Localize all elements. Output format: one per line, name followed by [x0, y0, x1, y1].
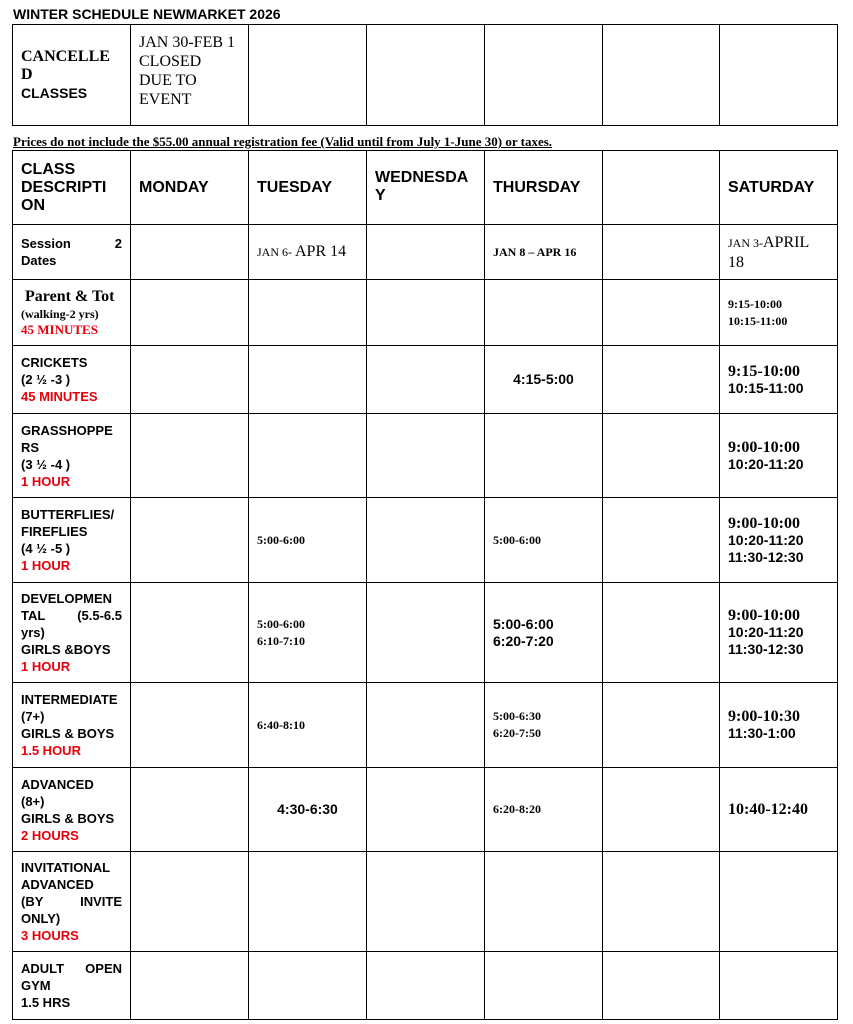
session-label-word: Session — [21, 236, 71, 251]
class-name: FIREFLIES — [21, 524, 88, 539]
empty-cell — [131, 414, 249, 498]
tuesday-times: 5:00-6:00 — [249, 498, 367, 583]
cancelled-dates-cell — [131, 25, 249, 126]
empty-cell — [603, 852, 720, 952]
tuesday-times: 4:30-6:30 — [249, 768, 367, 852]
cancelled-line: EVENT — [139, 91, 192, 108]
time-slot: 5:00-6:00 — [493, 615, 554, 632]
class-age: (4 ½ -5 ) — [21, 541, 71, 556]
cancelled-label-line: CANCELLE — [21, 48, 110, 65]
saturday-times: 10:40-12:40 — [720, 768, 838, 852]
class-name: TAL — [21, 608, 46, 623]
header-wednesday — [367, 151, 485, 225]
time-slot: 9:00-10:30 — [728, 708, 800, 725]
header-line: Y — [375, 187, 386, 204]
class-age: (5.5-6.5 — [77, 608, 122, 623]
saturday-times — [720, 583, 838, 683]
class-description — [13, 683, 131, 768]
header-line: WEDNESDA — [375, 169, 469, 186]
empty-cell — [367, 280, 485, 346]
empty-cell — [131, 583, 249, 683]
time-slot: 6:20-7:20 — [493, 632, 554, 649]
empty-cell — [131, 683, 249, 768]
class-row-developmental — [13, 583, 838, 683]
tuesday-times: 6:40-8:10 — [249, 683, 367, 768]
empty-cell — [367, 768, 485, 852]
class-name: ADULT — [21, 961, 65, 976]
class-name: Parent & Tot — [25, 288, 115, 305]
empty-cell — [367, 583, 485, 683]
cancelled-line: DUE TO — [139, 72, 197, 89]
saturday-times — [720, 414, 838, 498]
class-row-butterflies — [13, 498, 838, 583]
empty-cell — [603, 583, 720, 683]
header-friday — [603, 151, 720, 225]
header-saturday: SATURDAY — [720, 151, 838, 225]
class-description — [13, 498, 131, 583]
saturday-times — [720, 346, 838, 414]
empty-cell — [131, 952, 249, 1020]
empty-cell — [131, 225, 249, 280]
header-monday: MONDAY — [131, 151, 249, 225]
class-note: (BY — [21, 894, 44, 909]
class-duration: 1 HOUR — [21, 473, 71, 489]
time-slot: 5:00-6:30 — [493, 709, 541, 723]
cancelled-label-line: D — [21, 66, 33, 83]
session-saturday — [720, 225, 838, 280]
class-name: ADVANCED — [21, 877, 94, 892]
class-name: INVITATIONAL — [21, 860, 111, 875]
empty-cell — [603, 952, 720, 1020]
cancelled-label-line: CLASSES — [21, 85, 88, 101]
cancelled-classes-table — [12, 24, 838, 126]
time-slot: 9:00-10:00 — [728, 607, 800, 624]
header-class-description — [13, 151, 131, 225]
class-age: (3 ½ -4 ) — [21, 456, 71, 472]
empty-cell — [367, 414, 485, 498]
thursday-times — [485, 583, 603, 683]
class-age: (7+) — [21, 709, 45, 724]
empty-cell — [485, 952, 603, 1020]
header-thursday: THURSDAY — [485, 151, 603, 225]
empty-cell — [131, 346, 249, 414]
class-name: DEVELOPMEN — [21, 591, 113, 606]
empty-cell — [131, 498, 249, 583]
empty-cell — [603, 25, 720, 126]
class-description — [13, 346, 131, 414]
session-tuesday-end: APR 14 — [295, 243, 347, 260]
empty-cell — [603, 768, 720, 852]
saturday-times — [720, 683, 838, 768]
class-name: ADVANCED — [21, 776, 94, 792]
cancelled-line: JAN 30-FEB 1 — [139, 34, 236, 51]
class-gender: GIRLS & BOYS — [21, 810, 115, 826]
class-row-advanced — [13, 768, 838, 852]
session-label — [13, 225, 131, 280]
time-slot: 11:30-12:30 — [728, 548, 804, 565]
class-name: RS — [21, 439, 40, 455]
class-name: CRICKETS — [21, 355, 88, 370]
thursday-times: 6:20-8:20 — [485, 768, 603, 852]
class-age: yrs) — [21, 625, 45, 640]
class-gender: GIRLS & BOYS — [21, 726, 115, 741]
empty-cell — [367, 498, 485, 583]
class-duration: 45 MINUTES — [21, 322, 98, 337]
time-slot: 10:20-11:20 — [728, 455, 804, 472]
class-duration: 1.5 HOUR — [21, 743, 81, 758]
time-slot: 10:20-11:20 — [728, 624, 804, 640]
session-label-dates: Dates — [21, 253, 57, 268]
session-tuesday-start: JAN 6- — [257, 245, 295, 259]
class-name: INTERMEDIATE — [21, 692, 118, 707]
class-name: OPEN — [85, 961, 122, 976]
header-tuesday: TUESDAY — [249, 151, 367, 225]
class-name: GRASSHOPPE — [21, 422, 113, 438]
session-number: 2 — [114, 236, 122, 251]
class-description — [13, 414, 131, 498]
session-row — [13, 225, 838, 280]
class-duration: 1 HOUR — [21, 558, 71, 573]
header-row — [13, 151, 838, 225]
empty-cell — [603, 225, 720, 280]
class-age: (walking-2 yrs) — [21, 307, 99, 321]
session-saturday-start: JAN 3- — [728, 235, 763, 250]
empty-cell — [367, 683, 485, 768]
empty-cell — [249, 25, 367, 126]
cancelled-label-cell — [13, 25, 131, 126]
session-tuesday — [249, 225, 367, 280]
class-name: GYM — [21, 978, 51, 993]
time-slot: 11:30-12:30 — [728, 641, 804, 657]
empty-cell — [485, 414, 603, 498]
class-duration: 45 MINUTES — [21, 389, 98, 404]
empty-cell — [249, 952, 367, 1020]
empty-cell — [603, 498, 720, 583]
session-saturday-end: APRIL — [763, 233, 810, 251]
class-row-crickets — [13, 346, 838, 414]
empty-cell — [720, 25, 838, 126]
time-slot: 10:15-11:00 — [728, 379, 804, 396]
class-description — [13, 952, 131, 1020]
class-gender: GIRLS &BOYS — [21, 642, 111, 657]
time-slot: 9:00-10:00 — [728, 514, 800, 532]
empty-cell — [131, 768, 249, 852]
page-title: WINTER SCHEDULE NEWMARKET 2026 — [13, 6, 281, 22]
empty-cell — [720, 952, 838, 1020]
empty-cell — [249, 852, 367, 952]
empty-cell — [367, 346, 485, 414]
time-slot: 9:15-10:00 — [728, 362, 800, 380]
empty-cell — [249, 280, 367, 346]
class-description — [13, 768, 131, 852]
empty-cell — [367, 25, 485, 126]
class-note: INVITE — [80, 894, 122, 909]
schedule-table — [12, 150, 838, 1020]
thursday-times — [485, 683, 603, 768]
time-slot: 6:10-7:10 — [257, 633, 305, 648]
empty-cell — [603, 414, 720, 498]
class-duration: 2 HOURS — [21, 827, 79, 843]
header-line: CLASS — [21, 160, 76, 178]
thursday-times: 5:00-6:00 — [485, 498, 603, 583]
empty-cell — [367, 225, 485, 280]
empty-cell — [720, 852, 838, 952]
cancelled-line: CLOSED — [139, 53, 202, 70]
class-row-parent-tot — [13, 280, 838, 346]
class-row-invitational — [13, 852, 838, 952]
empty-cell — [249, 346, 367, 414]
class-note: ONLY) — [21, 911, 61, 926]
class-name: BUTTERFLIES/ — [21, 507, 115, 522]
class-description — [13, 583, 131, 683]
class-duration: 1.5 HRS — [21, 995, 71, 1010]
time-slot: 10:15-11:00 — [728, 313, 788, 328]
saturday-times — [720, 280, 838, 346]
class-description — [13, 280, 131, 346]
time-slot: 9:15-10:00 — [728, 296, 782, 311]
session-saturday-end-day: 18 — [728, 253, 744, 271]
thursday-times: 4:15-5:00 — [485, 346, 603, 414]
class-row-adult-open-gym — [13, 952, 838, 1020]
saturday-times — [720, 498, 838, 583]
session-thursday: JAN 8 – APR 16 — [485, 225, 603, 280]
time-slot: 9:00-10:00 — [728, 438, 800, 456]
tuesday-times — [249, 583, 367, 683]
class-row-grasshoppers — [13, 414, 838, 498]
class-row-intermediate — [13, 683, 838, 768]
time-slot: 6:20-7:50 — [493, 726, 541, 740]
empty-cell — [249, 414, 367, 498]
header-line: DESCRIPTI — [21, 178, 107, 196]
empty-cell — [603, 683, 720, 768]
header-line: ON — [21, 196, 45, 214]
class-duration: 3 HOURS — [21, 928, 79, 943]
class-duration: 1 HOUR — [21, 659, 71, 674]
empty-cell — [131, 280, 249, 346]
time-slot: 5:00-6:00 — [257, 616, 305, 631]
price-note: Prices do not include the $55.00 annual registration fee (Valid until from July 1-June 30) or taxes. — [13, 134, 553, 149]
empty-cell — [603, 346, 720, 414]
class-description — [13, 852, 131, 952]
empty-cell — [603, 280, 720, 346]
empty-cell — [131, 852, 249, 952]
empty-cell — [367, 852, 485, 952]
empty-cell — [485, 852, 603, 952]
time-slot: 10:20-11:20 — [728, 531, 804, 548]
class-age: (8+) — [21, 793, 45, 809]
time-slot: 11:30-1:00 — [728, 725, 796, 741]
empty-cell — [485, 25, 603, 126]
class-age: (2 ½ -3 ) — [21, 372, 71, 387]
empty-cell — [485, 280, 603, 346]
empty-cell — [367, 952, 485, 1020]
